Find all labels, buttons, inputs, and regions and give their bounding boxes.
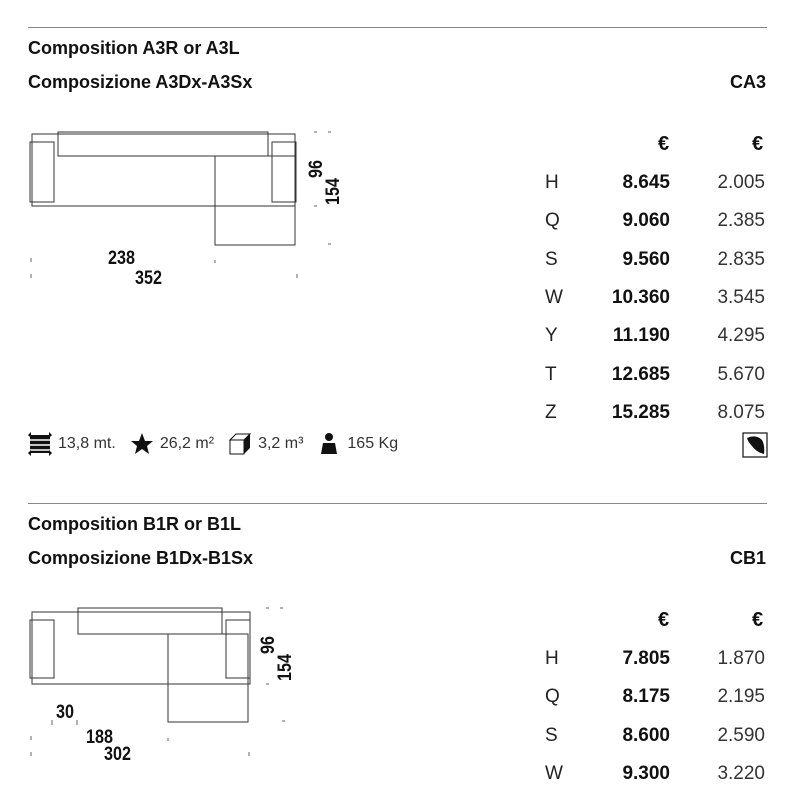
fabric-category: H xyxy=(545,648,559,669)
section-b-currency-a: € xyxy=(658,609,670,631)
weight-icon xyxy=(317,432,341,456)
section-a-currency-b: € xyxy=(752,133,764,155)
section-a-specs xyxy=(28,431,412,457)
section-b-code: CB1 xyxy=(729,548,766,568)
price-row xyxy=(540,325,770,355)
fabric-category: W xyxy=(545,763,563,784)
price: 9.060 xyxy=(622,210,670,231)
price-row xyxy=(540,686,770,716)
price: 15.285 xyxy=(611,402,670,423)
extra-price: 1.870 xyxy=(717,648,765,669)
section-a-code: CA3 xyxy=(729,72,766,92)
fabric-category: Q xyxy=(545,210,560,231)
extra-price: 2.835 xyxy=(717,249,765,270)
section-b-dim-depth: 96 xyxy=(258,636,279,654)
price: 11.190 xyxy=(612,325,670,346)
price-row xyxy=(540,210,770,240)
section-b-currency-b: € xyxy=(752,609,764,631)
extra-price: 8.075 xyxy=(717,402,765,423)
price: 7.805 xyxy=(622,648,670,669)
section-a-sofa-drawing xyxy=(28,128,338,288)
price-row xyxy=(540,172,770,202)
fabric-category: W xyxy=(545,287,563,308)
price: 8.645 xyxy=(622,172,670,193)
extra-price: 2.195 xyxy=(717,686,765,707)
extra-price: 2.005 xyxy=(717,172,765,193)
volume-value: 3,2 m³ xyxy=(258,435,304,452)
extra-price: 3.545 xyxy=(717,287,765,308)
section-b-dim-arm: 30 xyxy=(56,702,74,723)
section-b-dim-width1: 188 xyxy=(86,727,113,748)
fabric-category: Y xyxy=(545,325,558,346)
area-star-icon xyxy=(130,432,154,456)
fabric-category: S xyxy=(545,249,558,270)
section-b-title-it: Composizione B1Dx-B1Sx xyxy=(28,548,254,568)
price-row xyxy=(540,249,770,279)
price: 9.560 xyxy=(622,249,670,270)
price: 8.175 xyxy=(622,686,670,707)
extra-price: 5.670 xyxy=(717,364,765,385)
section-a-dim-length: 154 xyxy=(323,178,344,205)
price: 12.685 xyxy=(611,364,670,385)
section-a-title-en: Composition A3R or A3L xyxy=(28,38,240,58)
section-a-dim-depth: 96 xyxy=(306,160,327,178)
fabric-meters-icon xyxy=(28,432,52,456)
extra-price: 2.590 xyxy=(717,725,765,746)
fabric-category: S xyxy=(545,725,558,746)
price-row xyxy=(540,763,770,793)
price-row xyxy=(540,725,770,755)
extra-price: 4.295 xyxy=(717,325,765,346)
leather-swatch-icon xyxy=(742,432,768,458)
section-a-title-it: Composizione A3Dx-A3Sx xyxy=(28,72,253,92)
section-b-dim-width2: 302 xyxy=(104,744,131,765)
weight-value: 165 Kg xyxy=(347,435,399,452)
extra-price: 3.220 xyxy=(717,763,765,784)
section-a-dim-width1: 238 xyxy=(108,248,135,269)
fabric-category: Q xyxy=(545,686,560,707)
price-row xyxy=(540,364,770,394)
price: 9.300 xyxy=(622,763,670,784)
price-row xyxy=(540,648,770,678)
extra-price: 2.385 xyxy=(717,210,765,231)
price-row xyxy=(540,287,770,317)
section-b-top-rule xyxy=(28,503,767,504)
area-value: 26,2 m² xyxy=(159,435,215,452)
section-b-title-en: Composition B1R or B1L xyxy=(28,514,242,534)
section-b-sofa-drawing xyxy=(28,604,298,764)
section-b-dim-length: 154 xyxy=(275,654,296,681)
price-row xyxy=(540,402,770,432)
price: 10.360 xyxy=(611,287,670,308)
volume-box-icon xyxy=(228,432,252,456)
section-a-dim-width2: 352 xyxy=(135,268,162,289)
fabric-meters: 13,8 mt. xyxy=(58,435,116,452)
fabric-category: Z xyxy=(545,402,557,423)
section-a-currency-a: € xyxy=(658,133,670,155)
fabric-category: T xyxy=(545,364,557,385)
price: 8.600 xyxy=(622,725,670,746)
fabric-category: H xyxy=(545,172,559,193)
section-a-top-rule xyxy=(28,27,767,28)
